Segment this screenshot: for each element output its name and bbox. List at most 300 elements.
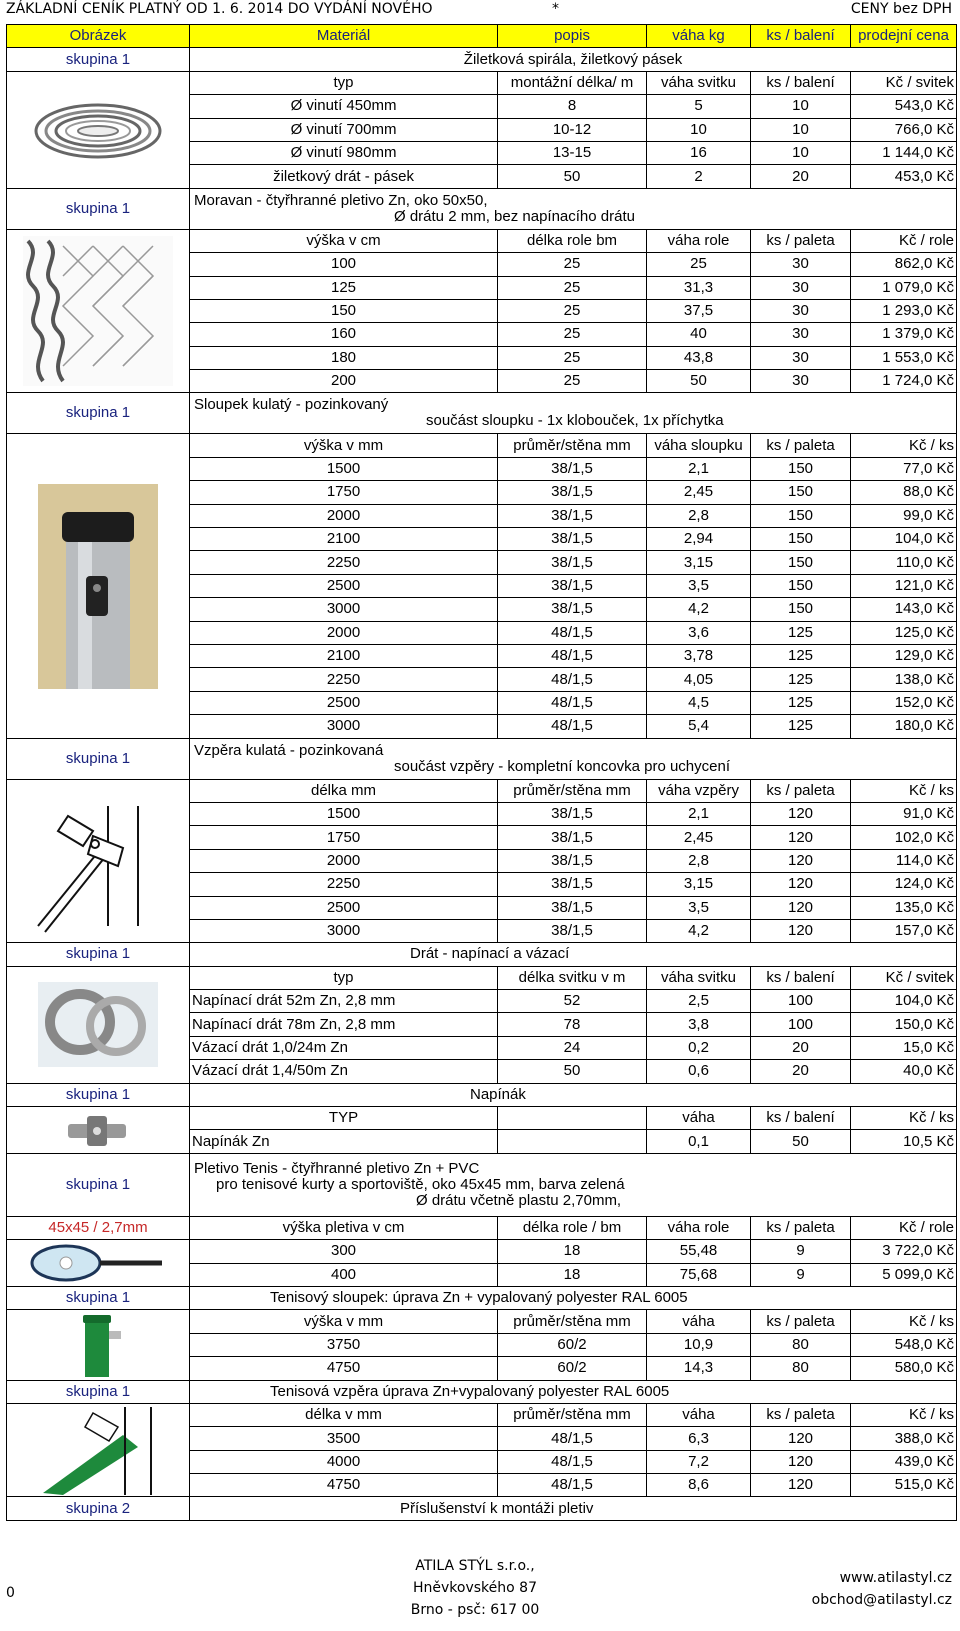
table-cell: 38/1,5	[498, 528, 647, 551]
table-cell: 38/1,5	[498, 919, 647, 942]
table-cell: 50	[647, 370, 751, 393]
table-cell: výška v cm	[190, 229, 498, 252]
table-cell: 38/1,5	[498, 873, 647, 896]
table-cell: 120	[751, 826, 851, 849]
table-cell: 157,0 Kč	[851, 919, 957, 942]
table-cell: 300	[190, 1240, 498, 1263]
table-cell: 2,45	[647, 481, 751, 504]
table-cell: 2000	[190, 621, 498, 644]
table-cell: 80	[751, 1333, 851, 1356]
table-cell: 2250	[190, 668, 498, 691]
table-cell: 120	[751, 1427, 851, 1450]
col-material: Materiál	[190, 25, 498, 48]
table-cell: montážní délka/ m	[498, 71, 647, 94]
table-cell: 9	[751, 1240, 851, 1263]
table-cell: 3,15	[647, 551, 751, 574]
table-cell: váha sloupku	[647, 434, 751, 457]
table-cell: 4000	[190, 1450, 498, 1473]
section-title-row	[7, 1380, 957, 1403]
table-cell: 125	[751, 668, 851, 691]
table-cell: 40,0 Kč	[851, 1060, 957, 1083]
section-title: Tenisová vzpěra úprava Zn+vypalovaný polyester RAL 6005	[190, 1380, 957, 1403]
table-cell: 2100	[190, 528, 498, 551]
table-cell: Kč / svitek	[851, 71, 957, 94]
table-cell: 0,2	[647, 1036, 751, 1059]
table-cell: 5,4	[647, 715, 751, 738]
table-cell: 120	[751, 896, 851, 919]
table-cell: 120	[751, 873, 851, 896]
table-cell: 1 553,0 Kč	[851, 346, 957, 369]
table-cell: 150	[190, 299, 498, 322]
table-cell: 3000	[190, 715, 498, 738]
table-cell: ks / balení	[751, 71, 851, 94]
col-cena: prodejní cena	[851, 25, 957, 48]
table-cell: váha	[647, 1107, 751, 1130]
section-title-row	[7, 1153, 957, 1216]
table-cell: 3,78	[647, 644, 751, 667]
section-title-row	[7, 738, 957, 779]
table-cell: 3,15	[647, 873, 751, 896]
table-cell: 48/1,5	[498, 691, 647, 714]
table-cell: 48/1,5	[498, 644, 647, 667]
price-note: CENY bez DPH	[850, 1, 952, 17]
table-cell: 388,0 Kč	[851, 1427, 957, 1450]
table-cell: 102,0 Kč	[851, 826, 957, 849]
table-cell: 3,5	[647, 574, 751, 597]
table-cell: 1750	[190, 481, 498, 504]
table-cell: pro tenisové kurty a sportoviště, oko 45x45 mm, barva zelená	[216, 1175, 625, 1193]
company-street: Hněvkovského 87	[413, 1580, 537, 1596]
section-title: Napínák	[190, 1083, 957, 1106]
section-head-row	[7, 71, 957, 94]
table-cell: 38/1,5	[498, 896, 647, 919]
table-cell: 25	[498, 323, 647, 346]
brace-drawing-image	[7, 779, 190, 943]
table-cell: 4750	[190, 1474, 498, 1497]
company-name: ATILA STÝL s.r.o.,	[415, 1558, 535, 1574]
tennis-brace-image	[7, 1403, 190, 1497]
table-cell: váha vzpěry	[647, 779, 751, 802]
table-cell: 78	[498, 1013, 647, 1036]
wire-coil-image	[7, 966, 190, 1083]
table-cell: součást vzpěry - kompletní koncovka pro uchycení	[394, 757, 730, 775]
section-head-row	[7, 229, 957, 252]
table-cell: 1500	[190, 457, 498, 480]
table-cell: 30	[751, 276, 851, 299]
table-cell: váha	[647, 1310, 751, 1333]
table-cell: 25	[498, 346, 647, 369]
table-cell: 16	[647, 141, 751, 164]
table-cell: váha svitku	[647, 71, 751, 94]
table-cell: 10	[751, 95, 851, 118]
table-cell: 2250	[190, 551, 498, 574]
table-cell: Kč / ks	[851, 779, 957, 802]
table-cell: 50	[498, 165, 647, 188]
table-cell: 100	[751, 990, 851, 1013]
table-cell: 150	[751, 481, 851, 504]
table-cell: ks / paleta	[751, 1310, 851, 1333]
table-cell: 150	[751, 528, 851, 551]
table-cell: 2500	[190, 896, 498, 919]
table-cell: ks / balení	[751, 966, 851, 989]
table-cell: 38/1,5	[498, 481, 647, 504]
table-cell: 862,0 Kč	[851, 253, 957, 276]
table-cell: 48/1,5	[498, 1427, 647, 1450]
table-cell: Kč / ks	[851, 1403, 957, 1426]
table-cell: 10,9	[647, 1333, 751, 1356]
table-cell: 30	[751, 346, 851, 369]
section-title	[190, 188, 957, 229]
section-title: Drát - napínací a vázací	[190, 943, 957, 966]
table-cell: 152,0 Kč	[851, 691, 957, 714]
table-cell: 48/1,5	[498, 621, 647, 644]
section-head-row	[7, 1403, 957, 1426]
table-cell: 60/2	[498, 1333, 647, 1356]
table-cell: 13-15	[498, 141, 647, 164]
table-cell: 25	[498, 370, 647, 393]
table-cell: 2100	[190, 644, 498, 667]
table-cell: Kč / ks	[851, 434, 957, 457]
table-cell: 8,6	[647, 1474, 751, 1497]
section-title: Žiletková spirála, žiletkový pásek	[190, 48, 957, 71]
table-cell: Kč / role	[851, 229, 957, 252]
table-cell: 4,05	[647, 668, 751, 691]
table-cell: 43,8	[647, 346, 751, 369]
table-cell	[498, 1130, 647, 1153]
table-cell: 30	[751, 299, 851, 322]
table-cell: 580,0 Kč	[851, 1357, 957, 1380]
table-cell: 3000	[190, 919, 498, 942]
table-cell: 20	[751, 165, 851, 188]
table-cell: 0,1	[647, 1130, 751, 1153]
table-cell: ks / paleta	[751, 434, 851, 457]
table-cell: 3750	[190, 1333, 498, 1356]
column-header-row	[7, 25, 957, 48]
table-cell: 515,0 Kč	[851, 1474, 957, 1497]
table-cell: 3000	[190, 598, 498, 621]
table-cell: 121,0 Kč	[851, 574, 957, 597]
table-cell: 8	[498, 95, 647, 118]
table-cell: váha svitku	[647, 966, 751, 989]
table-cell: ks / paleta	[751, 1403, 851, 1426]
table-cell: váha role	[647, 1216, 751, 1239]
table-cell: 129,0 Kč	[851, 644, 957, 667]
table-cell	[498, 1107, 647, 1130]
chain-link-fence-image	[7, 229, 190, 393]
group-label: skupina 1	[7, 393, 190, 434]
table-cell: 125	[751, 644, 851, 667]
table-cell: 150	[751, 504, 851, 527]
table-cell: 2,1	[647, 457, 751, 480]
table-cell: 2	[647, 165, 751, 188]
section-head-row	[7, 966, 957, 989]
header-asterisk: *	[552, 1, 559, 17]
table-cell: 120	[751, 1474, 851, 1497]
table-cell: 25	[647, 253, 751, 276]
fence-post-image	[7, 434, 190, 738]
table-cell: 1 293,0 Kč	[851, 299, 957, 322]
table-cell: 4750	[190, 1357, 498, 1380]
table-cell: 48/1,5	[498, 668, 647, 691]
table-cell: Vzpěra kulatá - pozinkovaná	[194, 741, 384, 759]
table-cell: 31,3	[647, 276, 751, 299]
table-cell: 543,0 Kč	[851, 95, 957, 118]
table-cell: 48/1,5	[498, 715, 647, 738]
website-link[interactable]: www.atilastyl.cz	[839, 1570, 952, 1586]
table-cell: 38/1,5	[498, 802, 647, 825]
table-cell: délka role / bm	[498, 1216, 647, 1239]
section-head-row	[7, 779, 957, 802]
table-cell: 38/1,5	[498, 504, 647, 527]
tennis-racket-image	[7, 1240, 190, 1287]
razor-wire-image	[7, 71, 190, 188]
table-cell: 10,5 Kč	[851, 1130, 957, 1153]
table-cell: 125,0 Kč	[851, 621, 957, 644]
page-number: 0	[6, 1585, 15, 1601]
group-label: skupina 1	[7, 1286, 190, 1309]
group-label: skupina 1	[7, 1153, 190, 1216]
table-cell: 38/1,5	[498, 574, 647, 597]
table-cell: 30	[751, 370, 851, 393]
section-title-row	[7, 393, 957, 434]
col-obrazek: Obrázek	[7, 25, 190, 48]
table-cell: Ø vinutí 980mm	[190, 141, 498, 164]
table-cell: 91,0 Kč	[851, 802, 957, 825]
table-cell: 2,8	[647, 849, 751, 872]
table-cell: Kč / ks	[851, 1310, 957, 1333]
table-cell: 2500	[190, 574, 498, 597]
table-cell: 180,0 Kč	[851, 715, 957, 738]
table-cell: 48/1,5	[498, 1450, 647, 1473]
section-title-row	[7, 1286, 957, 1309]
table-cell: 125	[190, 276, 498, 299]
table-cell: 88,0 Kč	[851, 481, 957, 504]
table-cell: Pletivo Tenis - čtyřhranné pletivo Zn + PVC	[194, 1159, 480, 1177]
table-cell: 10	[751, 118, 851, 141]
table-cell: 30	[751, 253, 851, 276]
table-cell: Napínák Zn	[190, 1130, 498, 1153]
table-cell: 75,68	[647, 1263, 751, 1286]
table-cell: 1 379,0 Kč	[851, 323, 957, 346]
table-cell: 38/1,5	[498, 457, 647, 480]
table-cell: 38/1,5	[498, 849, 647, 872]
section-head-row	[7, 1216, 957, 1239]
table-cell: žiletkový drát - pásek	[190, 165, 498, 188]
table-cell: Ø vinutí 450mm	[190, 95, 498, 118]
table-cell: průměr/stěna mm	[498, 1310, 647, 1333]
table-cell: 150	[751, 574, 851, 597]
table-cell: 24	[498, 1036, 647, 1059]
section-title	[190, 738, 957, 779]
section-head-row	[7, 1310, 957, 1333]
col-vaha: váha kg	[647, 25, 751, 48]
table-cell: 120	[751, 849, 851, 872]
table-cell: 52	[498, 990, 647, 1013]
table-cell: délka role bm	[498, 229, 647, 252]
table-cell: délka svitku v m	[498, 966, 647, 989]
table-cell: Kč / ks	[851, 1107, 957, 1130]
table-cell: 1 724,0 Kč	[851, 370, 957, 393]
group-label: skupina 1	[7, 943, 190, 966]
table-cell: 104,0 Kč	[851, 990, 957, 1013]
table-cell: 120	[751, 919, 851, 942]
table-cell: 125	[751, 715, 851, 738]
table-cell: 400	[190, 1263, 498, 1286]
table-cell: 1500	[190, 802, 498, 825]
table-cell: 1 079,0 Kč	[851, 276, 957, 299]
table-cell: 548,0 Kč	[851, 1333, 957, 1356]
table-cell: typ	[190, 71, 498, 94]
table-cell: Ø drátu 2 mm, bez napínacího drátu	[394, 207, 635, 225]
table-cell: 100	[751, 1013, 851, 1036]
table-cell: 138,0 Kč	[851, 668, 957, 691]
table-cell: délka v mm	[190, 1403, 498, 1426]
table-cell: ks / paleta	[751, 779, 851, 802]
table-cell: průměr/stěna mm	[498, 1403, 647, 1426]
table-cell: Ø drátu včetně plastu 2,70mm,	[416, 1191, 622, 1209]
table-cell: 150	[751, 598, 851, 621]
table-cell: 14,3	[647, 1357, 751, 1380]
group-label: skupina 1	[7, 1083, 190, 1106]
table-cell: 38/1,5	[498, 551, 647, 574]
table-cell: 2,1	[647, 802, 751, 825]
table-cell: 20	[751, 1060, 851, 1083]
table-cell: 180	[190, 346, 498, 369]
table-cell: 3500	[190, 1427, 498, 1450]
table-cell: 5	[647, 95, 751, 118]
table-cell: 30	[751, 323, 851, 346]
tennis-post-image	[7, 1310, 190, 1380]
group-label: skupina 1	[7, 738, 190, 779]
table-cell: 2250	[190, 873, 498, 896]
table-cell: 10-12	[498, 118, 647, 141]
table-cell: 114,0 Kč	[851, 849, 957, 872]
email-link[interactable]: obchod@atilastyl.cz	[811, 1592, 952, 1608]
table-cell: výška v mm	[190, 1310, 498, 1333]
table-cell: 15,0 Kč	[851, 1036, 957, 1059]
table-cell: 766,0 Kč	[851, 118, 957, 141]
table-cell: 160	[190, 323, 498, 346]
table-cell: 120	[751, 1450, 851, 1473]
table-cell: průměr/stěna mm	[498, 434, 647, 457]
table-cell: 2,45	[647, 826, 751, 849]
price-table	[6, 24, 957, 1521]
company-contact	[812, 1567, 952, 1611]
section-title-row	[7, 1497, 957, 1520]
company-city: Brno - psč: 617 00	[410, 1602, 540, 1618]
table-cell: váha	[647, 1403, 751, 1426]
table-cell: 37,5	[647, 299, 751, 322]
section-title-row	[7, 1083, 957, 1106]
section-title: Příslušenství k montáži pletiv	[190, 1497, 957, 1520]
table-cell: 1 144,0 Kč	[851, 141, 957, 164]
table-cell: 4,5	[647, 691, 751, 714]
section-title: Tenisový sloupek: úprava Zn + vypalovaný polyester RAL 6005	[190, 1286, 957, 1309]
table-cell: 100	[190, 253, 498, 276]
document-header	[0, 0, 960, 20]
document-title: ZÁKLADNÍ CENÍK PLATNÝ OD 1. 6. 2014 DO VYDÁNÍ NOVÉHO	[6, 1, 433, 17]
table-cell: Ø vinutí 700mm	[190, 118, 498, 141]
table-cell: 10	[647, 118, 751, 141]
table-cell: váha role	[647, 229, 751, 252]
table-cell: výška v mm	[190, 434, 498, 457]
table-cell: 2000	[190, 504, 498, 527]
table-cell: 1750	[190, 826, 498, 849]
section-head-row	[7, 434, 957, 457]
group-spec-label: 45x45 / 2,7mm	[7, 1216, 190, 1239]
table-cell: 3 722,0 Kč	[851, 1240, 957, 1263]
table-cell: ks / paleta	[751, 1216, 851, 1239]
table-cell: 18	[498, 1240, 647, 1263]
table-cell: 2,5	[647, 990, 751, 1013]
table-cell: 2,94	[647, 528, 751, 551]
table-cell: 439,0 Kč	[851, 1450, 957, 1473]
table-cell: Kč / role	[851, 1216, 957, 1239]
table-cell: 7,2	[647, 1450, 751, 1473]
section-head-row	[7, 1107, 957, 1130]
section-title-row	[7, 188, 957, 229]
table-cell: ks / paleta	[751, 229, 851, 252]
table-cell: TYP	[190, 1107, 498, 1130]
table-cell: 25	[498, 253, 647, 276]
table-cell: 125	[751, 691, 851, 714]
table-cell: Napínací drát 78m Zn, 2,8 mm	[190, 1013, 498, 1036]
table-cell: součást sloupku - 1x klobouček, 1x příchytka	[426, 412, 724, 430]
table-cell: 135,0 Kč	[851, 896, 957, 919]
table-cell: 2500	[190, 691, 498, 714]
table-cell: 124,0 Kč	[851, 873, 957, 896]
table-cell: typ	[190, 966, 498, 989]
table-cell: 25	[498, 299, 647, 322]
table-cell: 20	[751, 1036, 851, 1059]
section-title-row	[7, 943, 957, 966]
table-cell: Moravan - čtyřhranné pletivo Zn, oko 50x50,	[194, 191, 488, 209]
section-title-row	[7, 48, 957, 71]
section-title	[190, 393, 957, 434]
table-cell: 3,8	[647, 1013, 751, 1036]
table-row	[7, 1240, 957, 1263]
table-cell: 10	[751, 141, 851, 164]
group-label: skupina 1	[7, 188, 190, 229]
table-cell: 150	[751, 551, 851, 574]
company-address	[400, 1555, 550, 1621]
table-cell: 60/2	[498, 1357, 647, 1380]
table-cell: 125	[751, 621, 851, 644]
table-cell: 2000	[190, 849, 498, 872]
table-cell: 25	[498, 276, 647, 299]
group-label: skupina 1	[7, 48, 190, 71]
col-popis: popis	[498, 25, 647, 48]
table-cell: 0,6	[647, 1060, 751, 1083]
table-cell: 50	[751, 1130, 851, 1153]
table-cell: průměr/stěna mm	[498, 779, 647, 802]
group-label: skupina 2	[7, 1497, 190, 1520]
table-cell: 453,0 Kč	[851, 165, 957, 188]
table-cell: 5 099,0 Kč	[851, 1263, 957, 1286]
table-cell: Vázací drát 1,4/50m Zn	[190, 1060, 498, 1083]
table-cell: 143,0 Kč	[851, 598, 957, 621]
table-cell: Vázací drát 1,0/24m Zn	[190, 1036, 498, 1059]
group-label: skupina 1	[7, 1380, 190, 1403]
table-cell: 150,0 Kč	[851, 1013, 957, 1036]
table-cell: 120	[751, 802, 851, 825]
table-cell: 104,0 Kč	[851, 528, 957, 551]
table-cell: 6,3	[647, 1427, 751, 1450]
table-cell: 80	[751, 1357, 851, 1380]
table-cell: Sloupek kulatý - pozinkovaný	[194, 396, 389, 414]
table-cell: 4,2	[647, 598, 751, 621]
table-cell: 18	[498, 1263, 647, 1286]
